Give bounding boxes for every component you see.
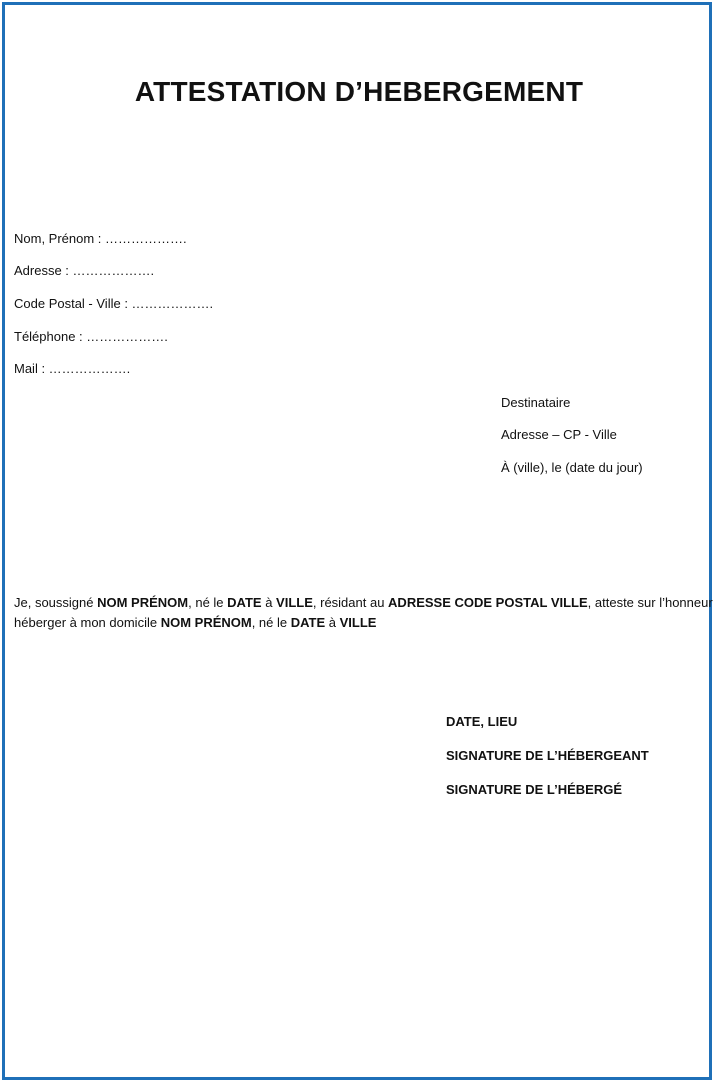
sender-phone-line: Téléphone : ……………….	[14, 329, 168, 344]
document-title: ATTESTATION D’HEBERGEMENT	[134, 76, 584, 107]
host-birth-city: VILLE	[276, 595, 313, 610]
guest-birth-date: DATE	[290, 615, 326, 630]
body-text-part: , résidant au	[312, 595, 389, 610]
recipient-label: Destinataire	[501, 395, 571, 410]
body-text-part: , né le	[251, 615, 291, 630]
host-name: NOM PRÉNOM	[97, 595, 189, 610]
host-signature-label: SIGNATURE DE L’HÉBERGEANT	[446, 748, 649, 763]
date-place-label: DATE, LIEU	[446, 714, 518, 729]
guest-name: NOM PRÉNOM	[160, 615, 252, 630]
sender-postal-city-line: Code Postal - Ville : ……………….	[14, 296, 214, 311]
guest-signature-label: SIGNATURE DE L’HÉBERGÉ	[446, 782, 623, 797]
recipient-address: Adresse – CP - Ville	[501, 427, 617, 442]
sender-name-line: Nom, Prénom : ……………….	[14, 231, 187, 246]
body-text-part: à	[325, 615, 340, 630]
sender-mail-line: Mail : ……………….	[14, 361, 131, 376]
page-border	[2, 2, 712, 1080]
guest-birth-city: VILLE	[339, 615, 377, 630]
host-birth-date: DATE	[227, 595, 262, 610]
body-text-part: à	[261, 595, 277, 610]
sender-address-line: Adresse : ……………….	[14, 263, 155, 278]
body-text-part: , atteste sur l’honneur héberger à mon domicile	[14, 595, 713, 630]
host-address: ADRESSE CODE POSTAL VILLE	[388, 595, 588, 610]
place-and-date: À (ville), le (date du jour)	[501, 460, 643, 475]
attestation-paragraph	[14, 593, 714, 633]
body-text-part: Je, soussigné	[14, 595, 98, 610]
body-text-part: , né le	[188, 595, 228, 610]
